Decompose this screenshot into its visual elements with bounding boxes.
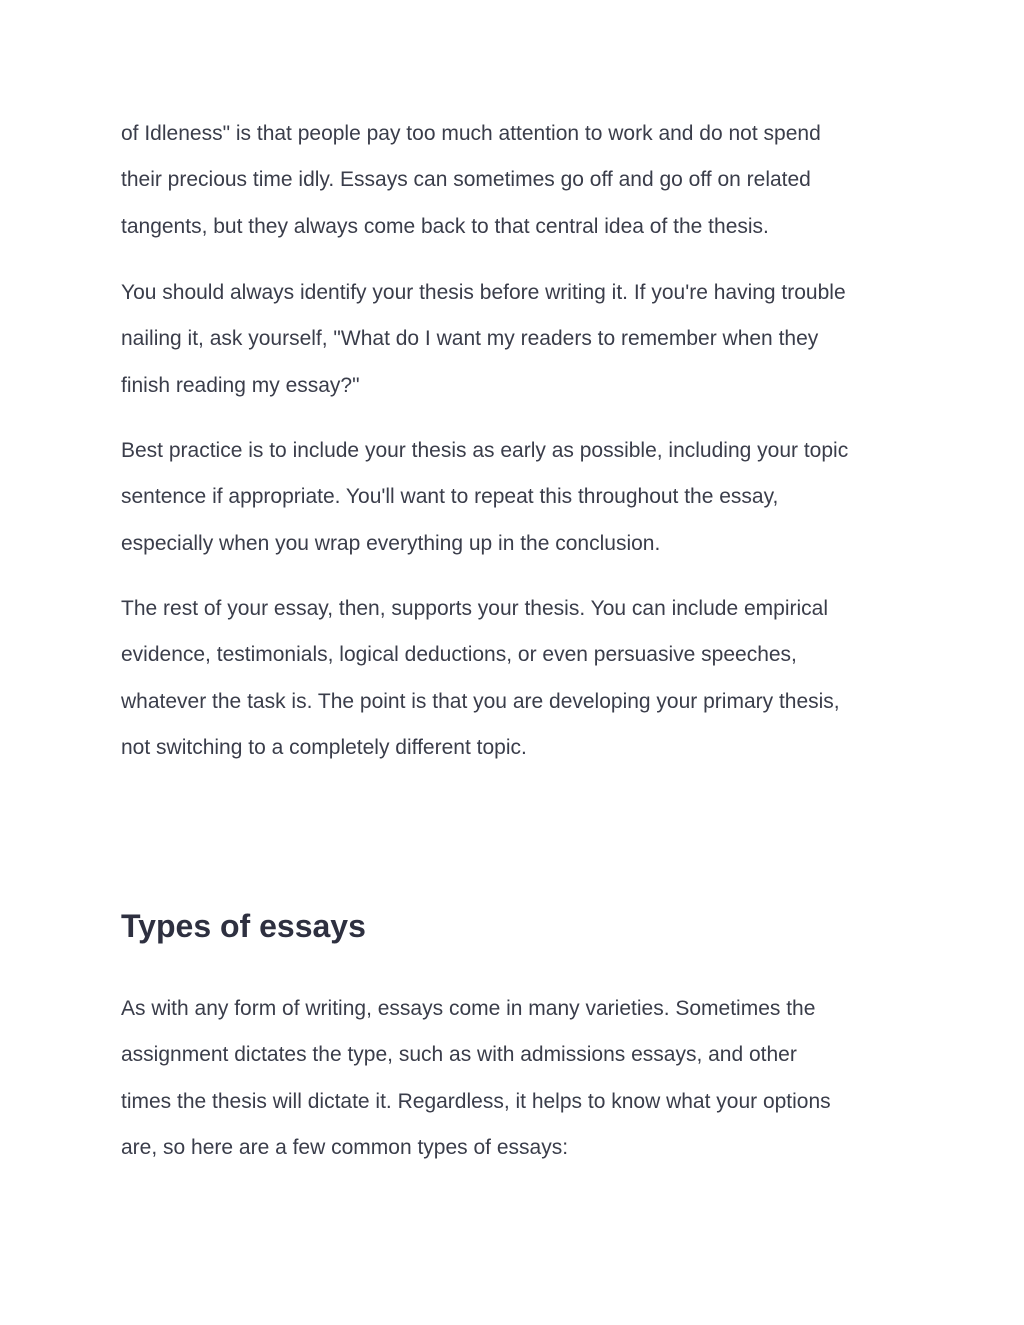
text-line: As with any form of writing, essays come in many varieties. Sometimes the xyxy=(121,997,816,1020)
paragraph-identify-thesis xyxy=(121,270,846,409)
text-line: whatever the task is. The point is that you are developing your primary thesis, xyxy=(121,689,840,713)
text-line: not switching to a completely different topic. xyxy=(121,735,527,759)
paragraph-essay-varieties xyxy=(121,986,831,1171)
text-line: finish reading my essay?" xyxy=(121,373,360,397)
text-line: nailing it, ask yourself, "What do I want my readers to remember when they xyxy=(121,327,819,351)
text-line: sentence if appropriate. You'll want to repeat this throughout the essay, xyxy=(121,485,779,509)
text-line: The rest of your essay, then, supports your thesis. You can include empirical xyxy=(121,597,828,620)
text-line: of Idleness" is that people pay too much attention to work and do not spend xyxy=(121,122,821,145)
text-line: especially when you wrap everything up in the conclusion. xyxy=(121,531,661,555)
text-line: tangents, but they always come back to that central idea of the thesis. xyxy=(121,214,769,238)
paragraph-supporting-thesis xyxy=(121,586,840,771)
text-line: their precious time idly. Essays can sometimes go off and go off on related xyxy=(121,168,811,192)
text-line: Best practice is to include your thesis as early as possible, including your topic xyxy=(121,439,849,462)
text-line: are, so here are a few common types of essays: xyxy=(121,1135,569,1159)
section-heading: Types of essays xyxy=(121,908,366,944)
text-line: assignment dictates the type, such as with admissions essays, and other xyxy=(121,1043,797,1067)
text-line: evidence, testimonials, logical deductions, or even persuasive speeches, xyxy=(121,643,797,667)
paragraph-best-practice xyxy=(121,428,848,567)
paragraph-thesis-example xyxy=(121,111,821,250)
text-line: You should always identify your thesis before writing it. If you're having trouble xyxy=(121,281,846,304)
text-line: times the thesis will dictate it. Regardless, it helps to know what your options xyxy=(121,1089,831,1113)
